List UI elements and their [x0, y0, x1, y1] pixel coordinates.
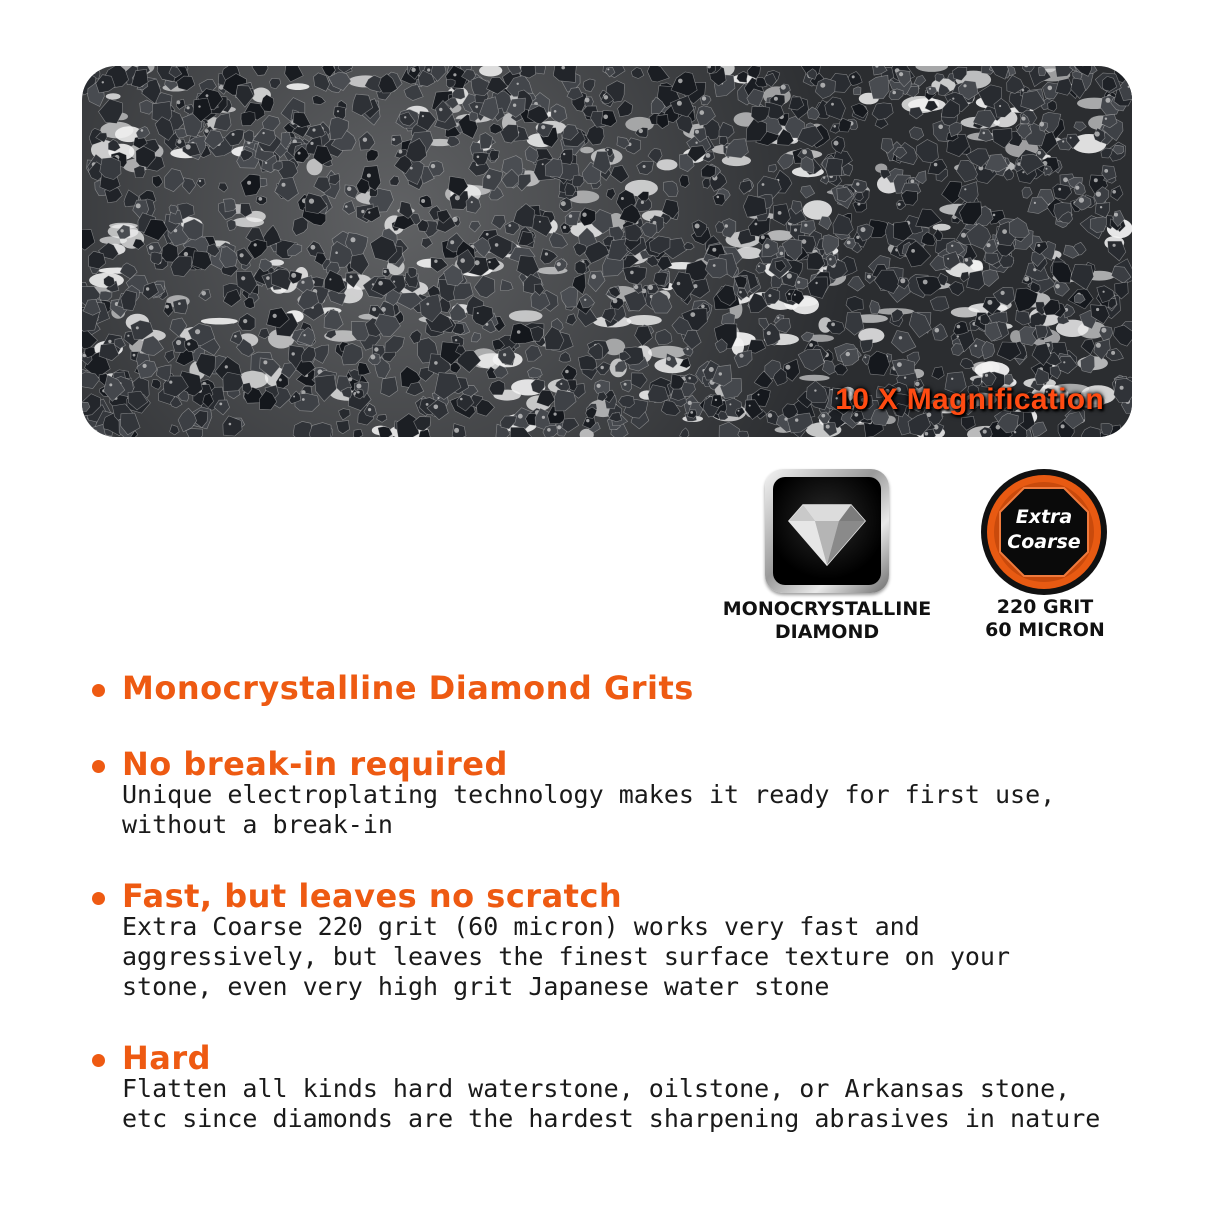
grit-badge-label	[955, 596, 1135, 642]
diamond-grain-texture	[82, 66, 1132, 437]
grit-label-line1: 220 GRIT	[996, 596, 1094, 618]
diamond-label-line1: MONOCRYSTALLINE	[722, 598, 932, 620]
bullet-icon	[92, 892, 105, 905]
feature-title: Monocrystalline Diamond Grits	[122, 669, 694, 707]
grit-badge-line2: Coarse	[1007, 531, 1081, 553]
monocrystalline-diamond-badge	[765, 469, 889, 593]
diamond-badge-label	[715, 598, 939, 644]
feature-title: Hard	[122, 1039, 212, 1077]
feature-title: Fast, but leaves no scratch	[122, 877, 623, 915]
feature-title: No break-in required	[122, 745, 508, 783]
feature-list	[92, 668, 1102, 1134]
bullet-icon	[92, 1054, 105, 1067]
bullet-icon	[92, 760, 105, 773]
feature-item	[92, 668, 1102, 708]
diamond-icon	[765, 469, 889, 593]
feature-description: Unique electroplating technology makes it ready for first use, without a break-in	[122, 780, 1056, 839]
feature-description: Flatten all kinds hard waterstone, oilstone, or Arkansas stone, etc since diamonds are the hardest sharpening abrasives in nature	[122, 1074, 1101, 1133]
feature-item	[92, 1038, 1102, 1134]
feature-item	[92, 876, 1102, 1002]
grit-label-line2: 60 MICRON	[985, 619, 1105, 641]
feature-item	[92, 744, 1102, 840]
diamond-label-line2: DIAMOND	[774, 621, 880, 643]
magnified-diamond-surface-image	[82, 66, 1132, 437]
grit-badge-line1: Extra	[1015, 506, 1073, 528]
extra-coarse-grit-badge	[980, 468, 1108, 596]
bullet-icon	[92, 684, 105, 697]
magnification-caption: 10 X Magnification	[835, 383, 1104, 416]
feature-description: Extra Coarse 220 grit (60 micron) works very fast and aggressively, but leaves the finest surface texture on your stone, even very high grit Japanese water stone	[122, 912, 1011, 1001]
